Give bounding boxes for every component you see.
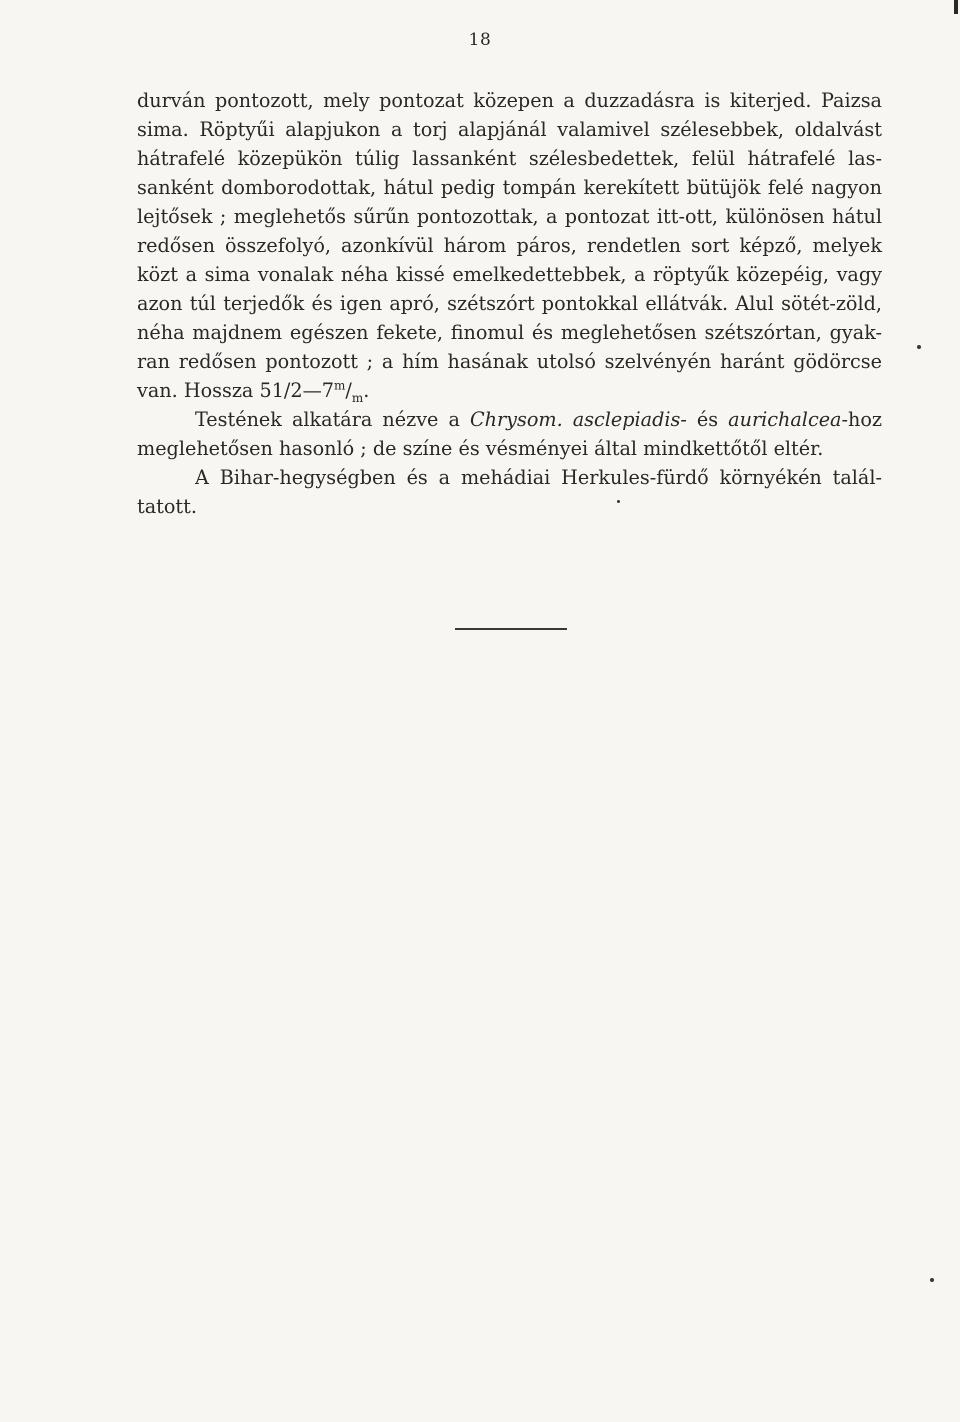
species-name: aurichalcea <box>728 408 842 431</box>
text-line: hátrafelé közepükön túlig lassanként szélesbedettek, felül hátrafelé las- <box>137 147 882 170</box>
text-fragment: -hoz <box>841 408 882 431</box>
text-line: néha majdnem egészen fekete, finomul és meglehetősen szétszórtan, gyak- <box>137 321 882 344</box>
text-line: lejtősek ; meglehetős sűrűn pontozottak, a pontozat itt-ott, különösen hátul <box>137 205 882 228</box>
text-line: azon túl terjedők és igen apró, szétszórt pontokkal ellátvák. Alul sötét-zöld, <box>137 292 882 315</box>
text-line: meglehetősen hasonló ; de színe és vésményei által mindkettőtől eltér. <box>137 437 824 460</box>
ink-speck <box>917 345 921 349</box>
text-line: sima. Röptyűi alapjukon a torj alapjánál valamivel szélesebbek, oldalvást <box>137 118 882 141</box>
unit-top: m <box>333 378 346 393</box>
text-line: ran redősen pontozott ; a hím hasának utolsó szelvényén haránt gödörcse <box>137 350 882 373</box>
length-whole: 5 <box>259 379 272 402</box>
species-name: asclepiadis- <box>572 408 687 431</box>
text-line: A Bihar-hegységben és a mehádiai Herkules-fürdő környékén talál- <box>195 466 882 489</box>
unit-bottom: m <box>351 390 364 405</box>
length-dash: —7 <box>302 379 334 402</box>
paragraph-3 <box>137 463 882 521</box>
text-fragment: . <box>363 379 370 402</box>
scan-edge-mark <box>954 0 958 14</box>
text-line: sanként domborodottak, hátul pedig tompán kerekített bütüjök felé nagyon <box>137 176 882 199</box>
length-measurement-line: van. Hossza $51/2—7^m/_m$. <box>137 378 370 405</box>
ink-speck <box>617 500 620 503</box>
text-line: tatott. <box>137 495 197 518</box>
text-fragment: Testének alkatára nézve a <box>195 408 470 431</box>
genus-name: Chrysom. <box>469 408 563 431</box>
paragraph-2 <box>137 405 882 463</box>
body-text <box>137 86 882 521</box>
text-line: durván pontozott, mely pontozat közepen a duzzadásra is kiterjed. Paizsa <box>137 89 882 112</box>
text-line: közt a sima vonalak néha kissé emelkedettebbek, a röptyűk közepéig, vagy <box>137 263 882 286</box>
text-fragment: van. Hossza <box>137 379 260 402</box>
length-fraction: 1/2 <box>271 379 303 402</box>
paragraph-1 <box>137 86 882 405</box>
page-number: 18 <box>468 30 492 50</box>
ink-speck <box>930 1278 934 1282</box>
text-line: redősen összefolyó, azonkívül három páros, rendetlen sort képző, melyek <box>137 234 882 257</box>
section-end-rule <box>455 628 567 630</box>
text-fragment: és <box>686 408 729 431</box>
text-line <box>137 405 882 434</box>
